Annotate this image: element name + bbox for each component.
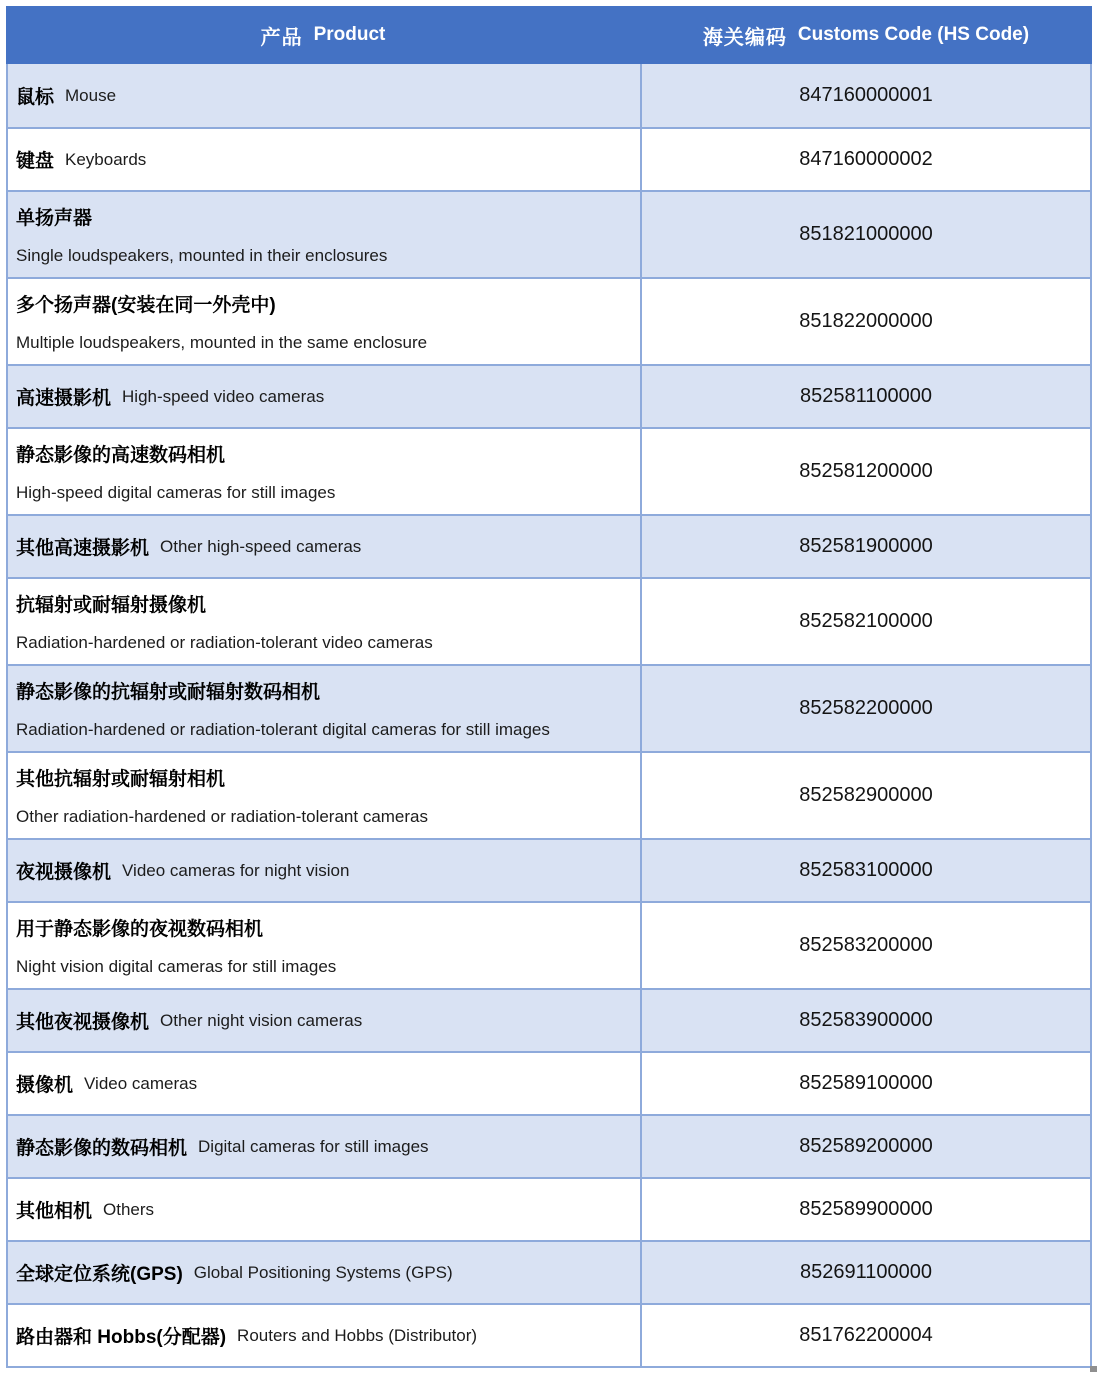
product-cell — [8, 279, 640, 364]
header-cell-product — [6, 6, 640, 64]
table-row — [8, 64, 1090, 127]
product-name-en: High-speed video cameras — [122, 386, 325, 406]
table-row — [8, 988, 1090, 1051]
table-row — [8, 577, 1090, 664]
product-cell — [8, 903, 640, 988]
customs-code-cell: 852582900000 — [640, 753, 1090, 838]
product-cell — [8, 1305, 640, 1366]
header-product-zh: 产品 — [260, 26, 303, 49]
product-cell — [8, 429, 640, 514]
table-row — [8, 838, 1090, 901]
customs-code-cell: 847160000001 — [640, 64, 1090, 127]
product-name-zh: 静态影像的抗辐射或耐辐射数码相机 — [16, 682, 321, 703]
header-cell-customs-code — [640, 6, 1092, 64]
product-name-en: Night vision digital cameras for still images — [16, 957, 337, 976]
product-name-en: Global Positioning Systems (GPS) — [193, 1262, 453, 1282]
header-code-zh: 海关编码 — [702, 26, 787, 49]
product-name-en: Digital cameras for still images — [198, 1136, 429, 1156]
product-cell — [8, 516, 640, 577]
table-row — [8, 1240, 1090, 1303]
product-name-zh: 多个扬声器(安装在同一外壳中) — [16, 295, 276, 316]
product-name-en: High-speed digital cameras for still images — [16, 483, 336, 502]
product-name-zh: 夜视摄像机 — [16, 862, 112, 883]
header-code-en: Customs Code (HS Code) — [797, 24, 1030, 45]
customs-code-cell: 851821000000 — [640, 192, 1090, 277]
product-name-zh: 单扬声器 — [16, 208, 93, 229]
customs-code-cell: 852581200000 — [640, 429, 1090, 514]
product-cell — [8, 1179, 640, 1240]
product-cell — [8, 753, 640, 838]
product-cell — [8, 1116, 640, 1177]
table-row — [8, 127, 1090, 190]
product-name-en: Mouse — [65, 85, 117, 105]
header-product-en: Product — [313, 24, 386, 45]
customs-code-cell: 852691100000 — [640, 1242, 1090, 1303]
product-name-en: Radiation-hardened or radiation-tolerant video cameras — [16, 633, 433, 652]
customs-code-cell: 852589200000 — [640, 1116, 1090, 1177]
table-row — [8, 277, 1090, 364]
table-row — [8, 514, 1090, 577]
product-name-zh: 抗辐射或耐辐射摄像机 — [16, 595, 207, 616]
product-cell — [8, 1053, 640, 1114]
product-name-zh: 静态影像的高速数码相机 — [16, 445, 226, 466]
product-name-zh: 全球定位系统(GPS) — [16, 1264, 183, 1285]
product-cell — [8, 579, 640, 664]
table-row — [8, 901, 1090, 988]
product-name-zh: 鼠标 — [16, 87, 55, 108]
product-cell — [8, 192, 640, 277]
product-name-en: Other high-speed cameras — [160, 536, 362, 556]
product-name-zh: 其他高速摄影机 — [16, 538, 150, 559]
product-cell — [8, 129, 640, 190]
customs-code-cell: 852583100000 — [640, 840, 1090, 901]
product-name-zh: 用于静态影像的夜视数码相机 — [16, 919, 264, 940]
customs-code-cell: 851822000000 — [640, 279, 1090, 364]
table-row — [8, 427, 1090, 514]
table-row — [8, 364, 1090, 427]
product-name-en: Other radiation-hardened or radiation-tolerant cameras — [16, 807, 429, 826]
product-name-zh: 高速摄影机 — [16, 388, 112, 409]
customs-code-cell: 852581900000 — [640, 516, 1090, 577]
product-name-en: Video cameras — [84, 1073, 198, 1093]
product-name-zh: 静态影像的数码相机 — [16, 1138, 188, 1159]
product-cell — [8, 366, 640, 427]
customs-code-cell: 852589900000 — [640, 1179, 1090, 1240]
customs-code-cell: 852582200000 — [640, 666, 1090, 751]
product-cell — [8, 840, 640, 901]
product-cell — [8, 990, 640, 1051]
table-header-row — [6, 6, 1092, 64]
customs-code-cell: 851762200004 — [640, 1305, 1090, 1366]
table-row — [8, 1303, 1090, 1366]
corner-resize-mark — [1090, 1366, 1097, 1372]
product-cell — [8, 1242, 640, 1303]
product-name-en: Keyboards — [65, 149, 147, 169]
product-name-zh: 其他相机 — [16, 1201, 93, 1222]
table-row — [8, 1177, 1090, 1240]
table-row — [8, 1114, 1090, 1177]
customs-code-cell: 847160000002 — [640, 129, 1090, 190]
product-name-en: Radiation-hardened or radiation-tolerant digital cameras for still images — [16, 720, 550, 739]
table-row — [8, 190, 1090, 277]
product-name-zh: 其他抗辐射或耐辐射相机 — [16, 769, 226, 790]
table-row — [8, 664, 1090, 751]
product-cell — [8, 64, 640, 127]
product-name-en: Video cameras for night vision — [122, 860, 350, 880]
product-name-zh: 摄像机 — [16, 1075, 74, 1096]
hs-code-table — [6, 6, 1092, 1368]
customs-code-cell: 852582100000 — [640, 579, 1090, 664]
table-body — [6, 64, 1092, 1368]
product-name-en: Other night vision cameras — [160, 1010, 363, 1030]
product-cell — [8, 666, 640, 751]
product-name-en: Multiple loudspeakers, mounted in the same enclosure — [16, 333, 428, 352]
product-name-en: Single loudspeakers, mounted in their enclosures — [16, 246, 388, 265]
customs-code-cell: 852581100000 — [640, 366, 1090, 427]
customs-code-cell: 852589100000 — [640, 1053, 1090, 1114]
customs-code-cell: 852583200000 — [640, 903, 1090, 988]
product-name-en: Others — [103, 1199, 155, 1219]
product-name-zh: 键盘 — [16, 151, 55, 172]
customs-code-cell: 852583900000 — [640, 990, 1090, 1051]
product-name-zh: 路由器和 Hobbs(分配器) — [16, 1327, 227, 1348]
product-name-zh: 其他夜视摄像机 — [16, 1012, 150, 1033]
table-row — [8, 1051, 1090, 1114]
product-name-en: Routers and Hobbs (Distributor) — [237, 1325, 478, 1345]
table-row — [8, 751, 1090, 838]
